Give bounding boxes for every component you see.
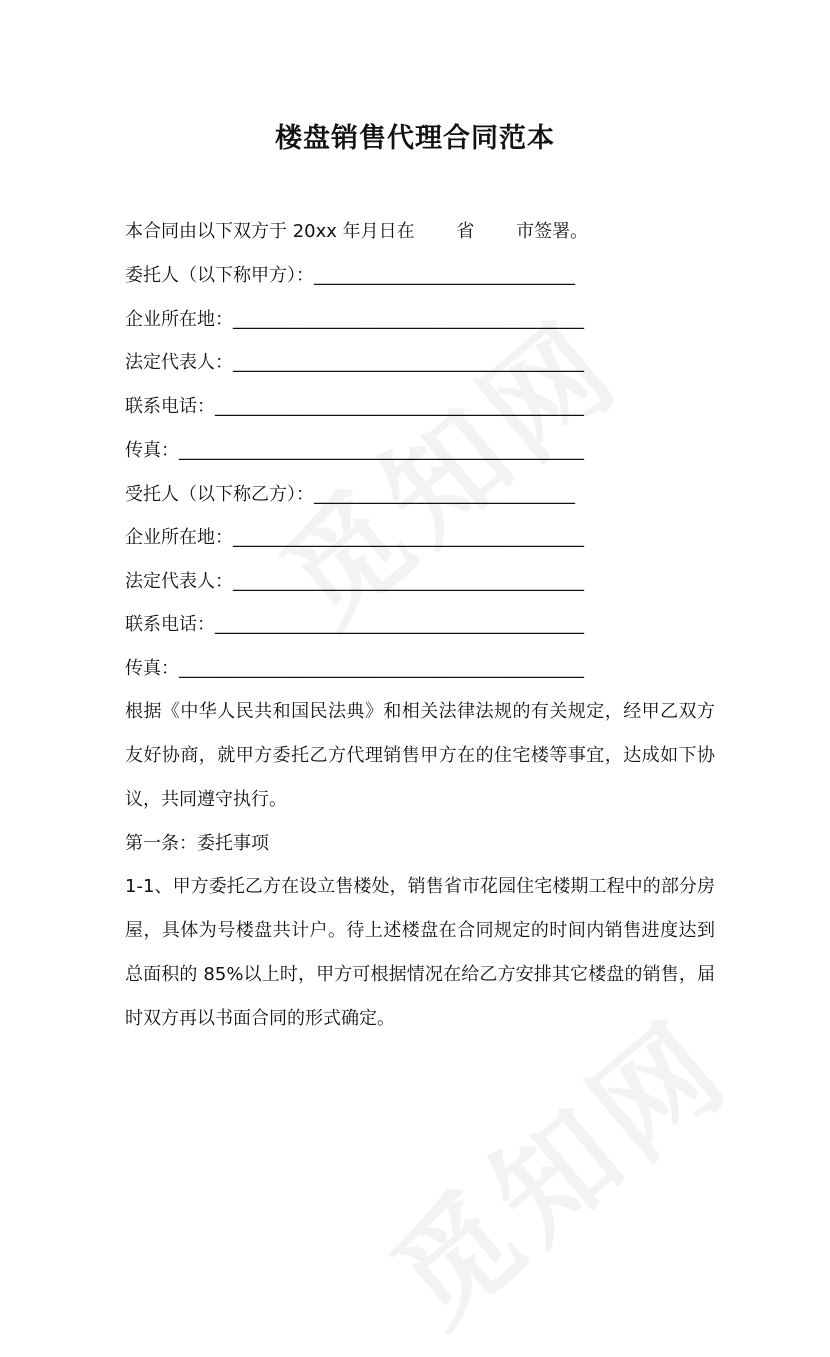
party-b-fax-field: 传真：_____________________________________________: [125, 658, 584, 679]
party-b-representative-field: 法定代表人：_______________________________________: [125, 571, 584, 592]
party-a-fax-field: 传真：_____________________________________________: [125, 440, 584, 461]
preamble-paragraph: 根据《中华人民共和国民法典》和相关法律法规的有关规定，经甲乙双方友好协商，就甲方委托乙方代理销售甲方在的住宅楼等事宜，达成如下协议，共同遵守执行。: [125, 701, 715, 810]
party-a-phone-field: 联系电话：_________________________________________: [125, 396, 584, 417]
intro-line: 本合同由以下双方于 20xx 年月日在 省 市签署。: [125, 221, 589, 242]
article-1-clause: 1-1、甲方委托乙方在设立售楼处，销售省市花园住宅楼期工程中的部分房屋，具体为号楼盘共计户。待上述楼盘在合同规定的时间内销售进度达到总面积的 85%以上时，甲方可根据情况在给乙方安排其它楼盘的销售，届时双方再以书面合同的形式确定。: [125, 876, 715, 1029]
party-a-address-field: 企业所在地：_______________________________________: [125, 309, 584, 330]
party-b-phone-field: 联系电话：_________________________________________: [125, 614, 584, 635]
party-a-principal-field: 委托人（以下称甲方）：_____________________________: [125, 265, 575, 286]
party-a-representative-field: 法定代表人：_______________________________________: [125, 352, 584, 373]
party-b-agent-field: 受托人（以下称乙方）：_____________________________: [125, 484, 575, 505]
document-title: 楼盘销售代理合同范本: [275, 123, 555, 154]
watermark: [240, 275, 649, 657]
article-1-heading: 第一条：委托事项: [125, 833, 269, 854]
party-b-address-field: 企业所在地：_______________________________________: [125, 527, 584, 548]
